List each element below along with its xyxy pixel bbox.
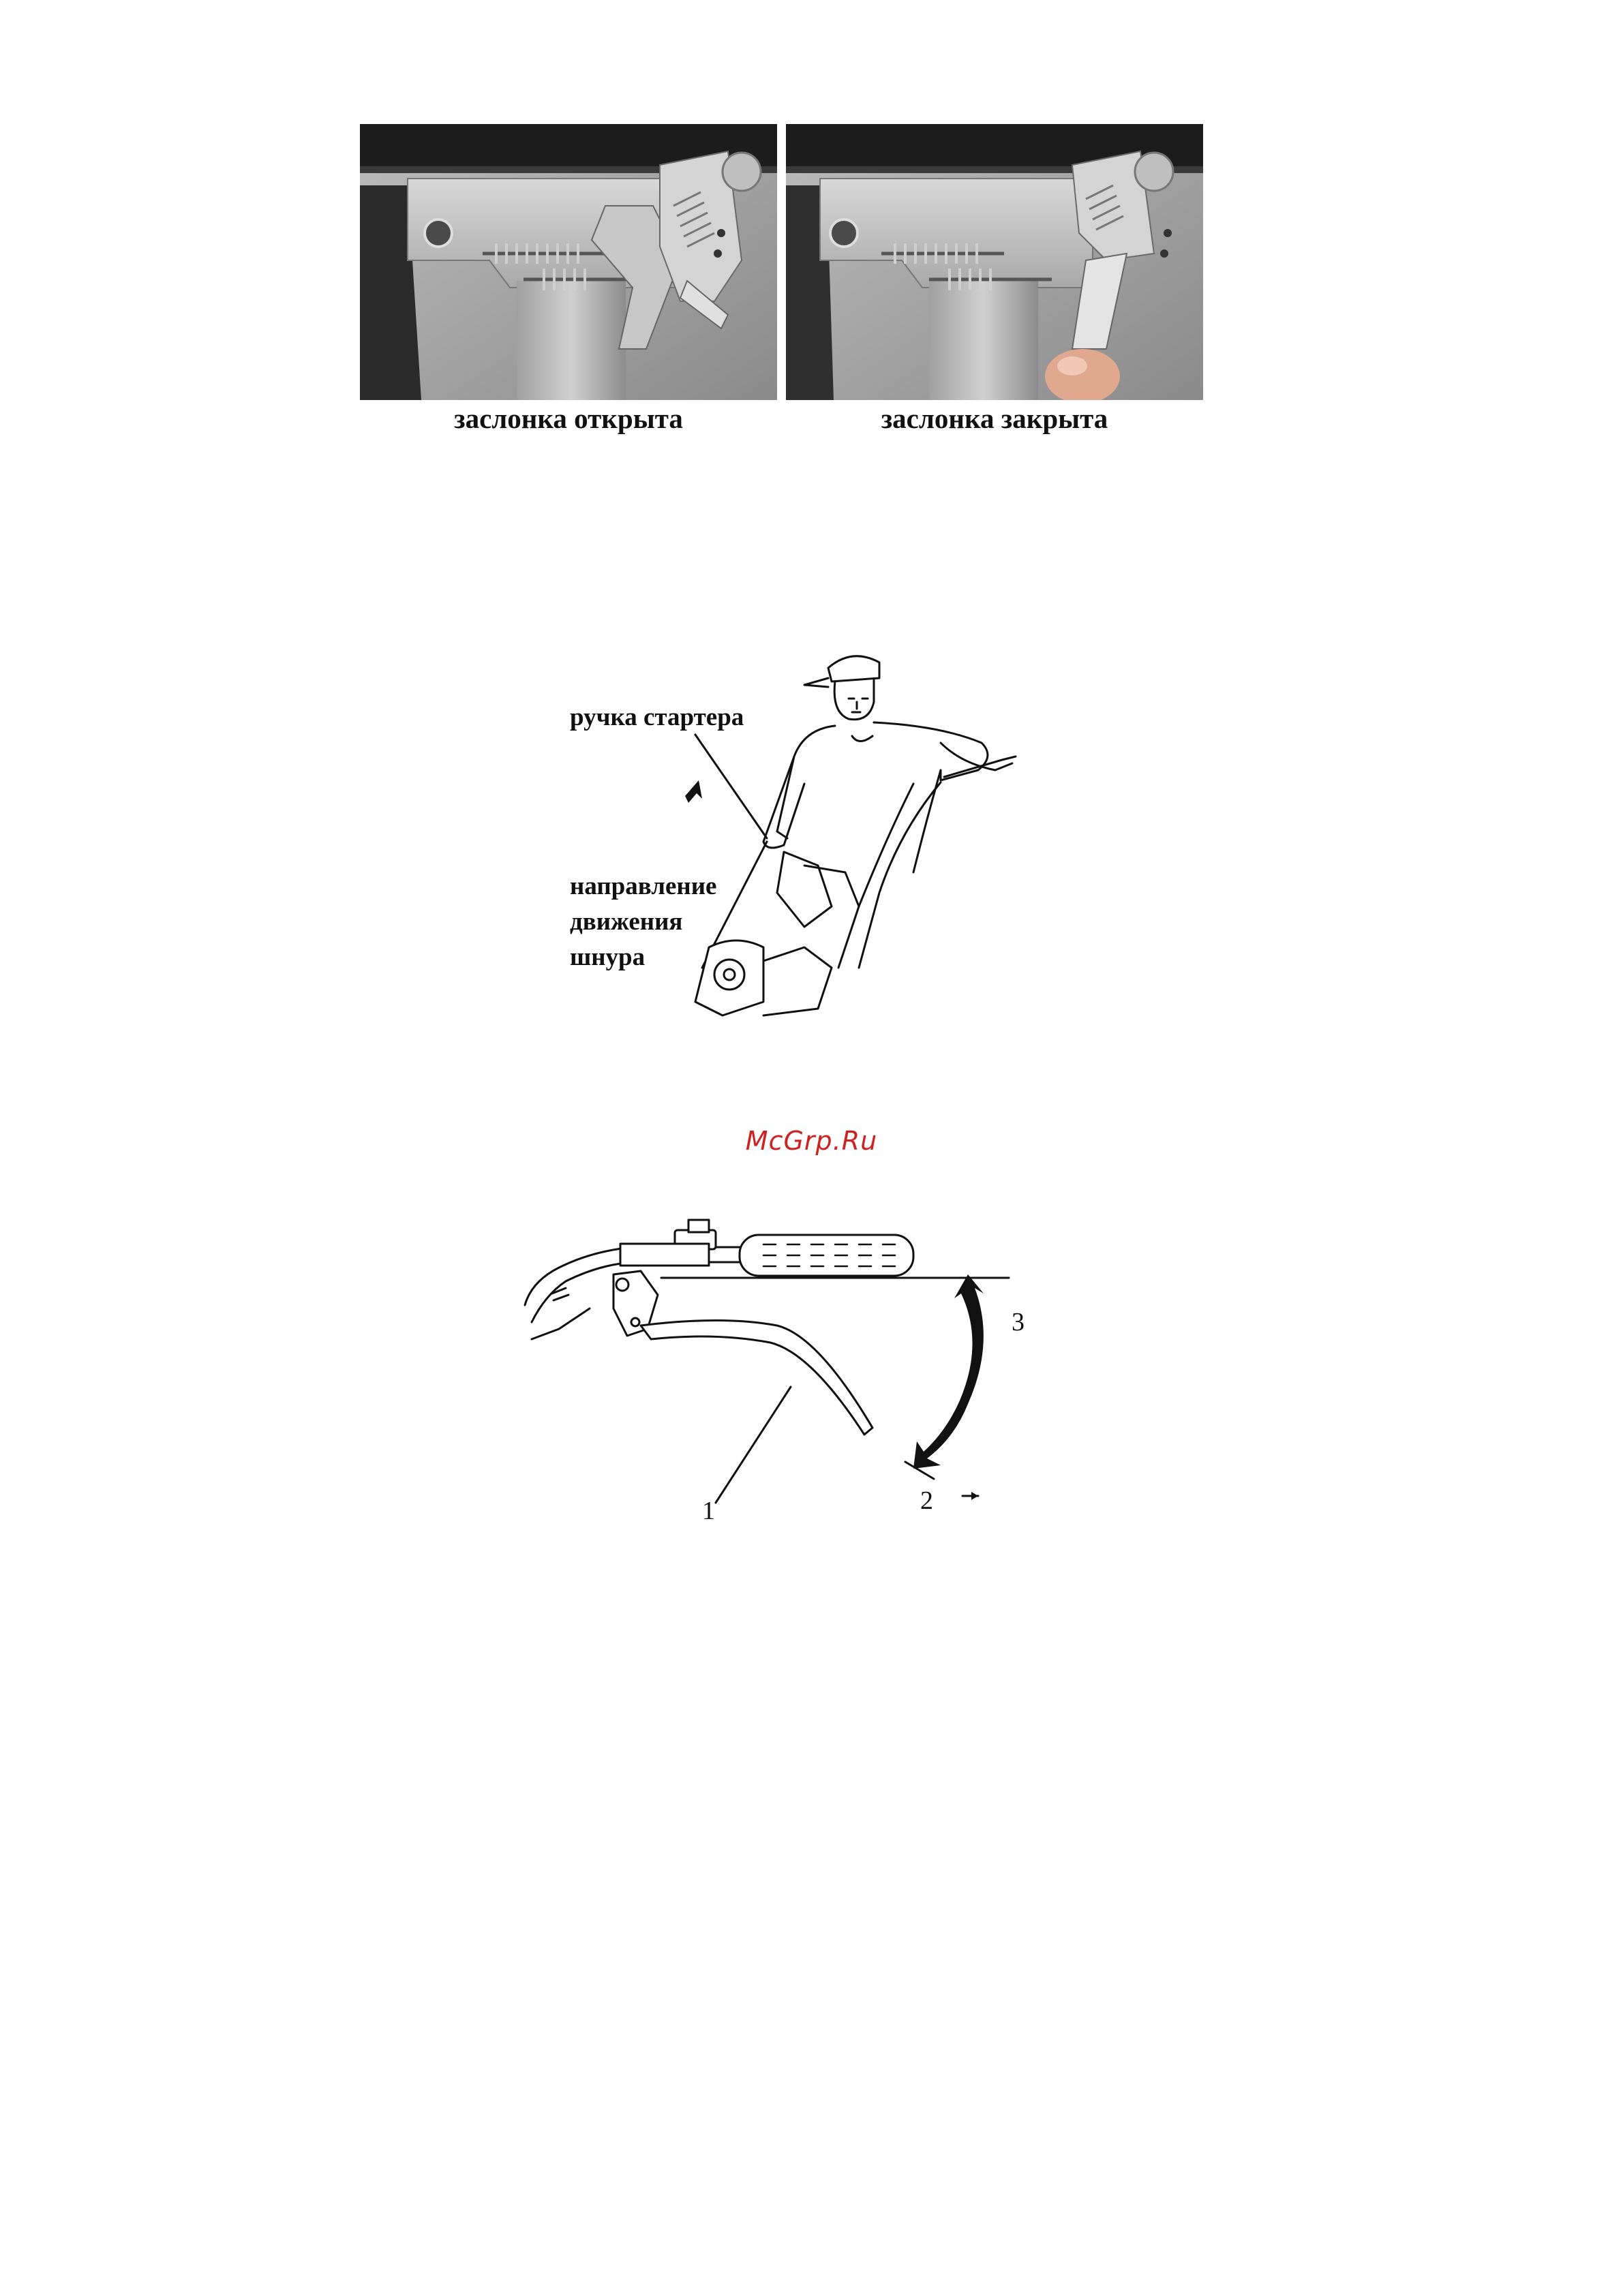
cord-direction-label-line1: направление	[570, 872, 717, 900]
clutch-lever-illustration	[518, 1206, 1063, 1533]
choke-open-illustration	[360, 124, 777, 400]
starter-handle-label: ручка стартера	[570, 703, 744, 731]
callout-2: 2	[920, 1486, 933, 1515]
callout-3: 3	[1012, 1308, 1025, 1336]
watermark: McGrp.Ru	[745, 1126, 878, 1156]
cord-direction-label-line3: шнура	[570, 943, 646, 971]
choke-open-photo	[360, 124, 777, 400]
callout-1: 1	[702, 1497, 715, 1525]
choke-closed-caption: заслонка закрыта	[881, 403, 1108, 434]
choke-closed-illustration	[786, 124, 1203, 400]
choke-closed-photo	[786, 124, 1203, 400]
choke-open-caption: заслонка открыта	[454, 403, 683, 434]
cord-direction-label-line2: движения	[570, 908, 683, 936]
